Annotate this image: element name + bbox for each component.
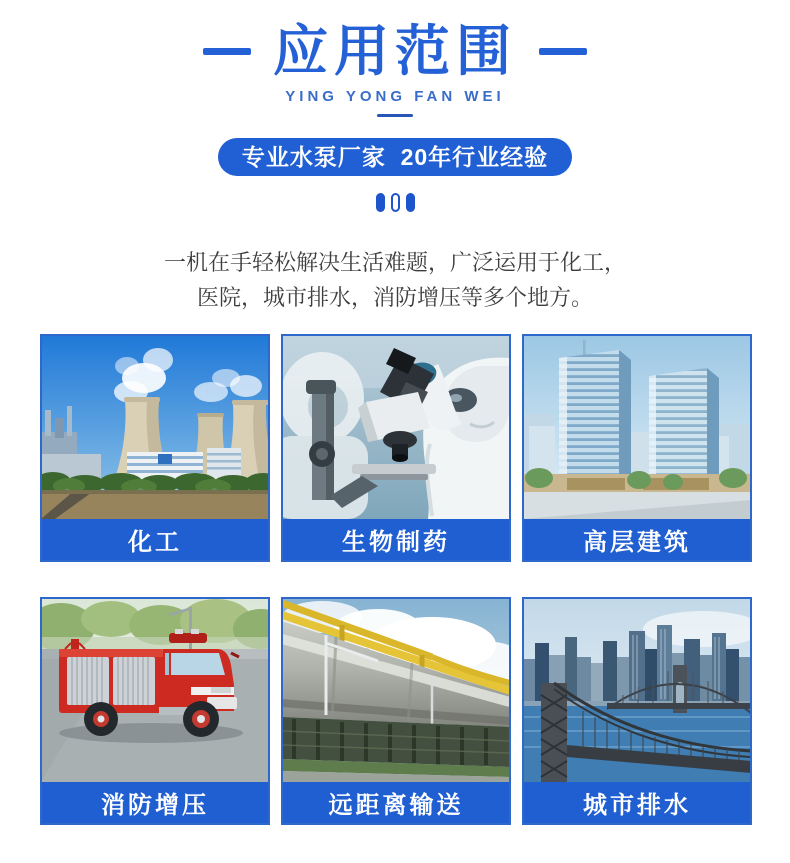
application-card-drainage	[522, 597, 752, 825]
pill-divider	[0, 193, 790, 212]
divider-pill-right-icon	[406, 193, 415, 212]
intro-line-2: 医院，城市排水，消防增压等多个地方。	[196, 285, 593, 310]
intro-paragraph	[0, 245, 790, 315]
intro-line-1: 一机在手轻松解决生活难题，广泛运用于化工，	[163, 250, 626, 275]
title-dash-right-icon	[539, 48, 587, 55]
section-subtitle-pinyin: YING YONG FAN WEI	[285, 88, 505, 105]
application-cards-grid	[40, 334, 752, 825]
card-label-fire: 消防增压	[42, 782, 268, 823]
page-title: 应用范围	[272, 20, 517, 82]
long-distance-pipeline-image	[283, 599, 509, 782]
city-skyline-bridge-image	[524, 599, 750, 782]
cooling-towers-image	[42, 336, 268, 519]
subtitle-underline	[377, 114, 413, 117]
laboratory-microscope-image	[283, 336, 509, 519]
card-label-biopharma: 生物制药	[283, 519, 509, 560]
title-dash-left-icon	[203, 48, 251, 55]
card-label-chemical: 化工	[42, 519, 268, 560]
card-label-pipeline: 远距离输送	[283, 782, 509, 823]
card-label-drainage: 城市排水	[524, 782, 750, 823]
fire-truck-image	[42, 599, 268, 782]
application-card-pipeline	[281, 597, 511, 825]
application-card-highrise	[522, 334, 752, 562]
divider-pill-middle-icon	[391, 193, 400, 212]
experience-banner: 专业水泵厂家 20年行业经验	[218, 138, 572, 176]
high-rise-buildings-image	[524, 336, 750, 519]
application-card-chemical	[40, 334, 270, 562]
divider-pill-left-icon	[376, 193, 385, 212]
card-label-highrise: 高层建筑	[524, 519, 750, 560]
application-card-fire	[40, 597, 270, 825]
application-card-biopharma	[281, 334, 511, 562]
section-header	[0, 0, 790, 82]
